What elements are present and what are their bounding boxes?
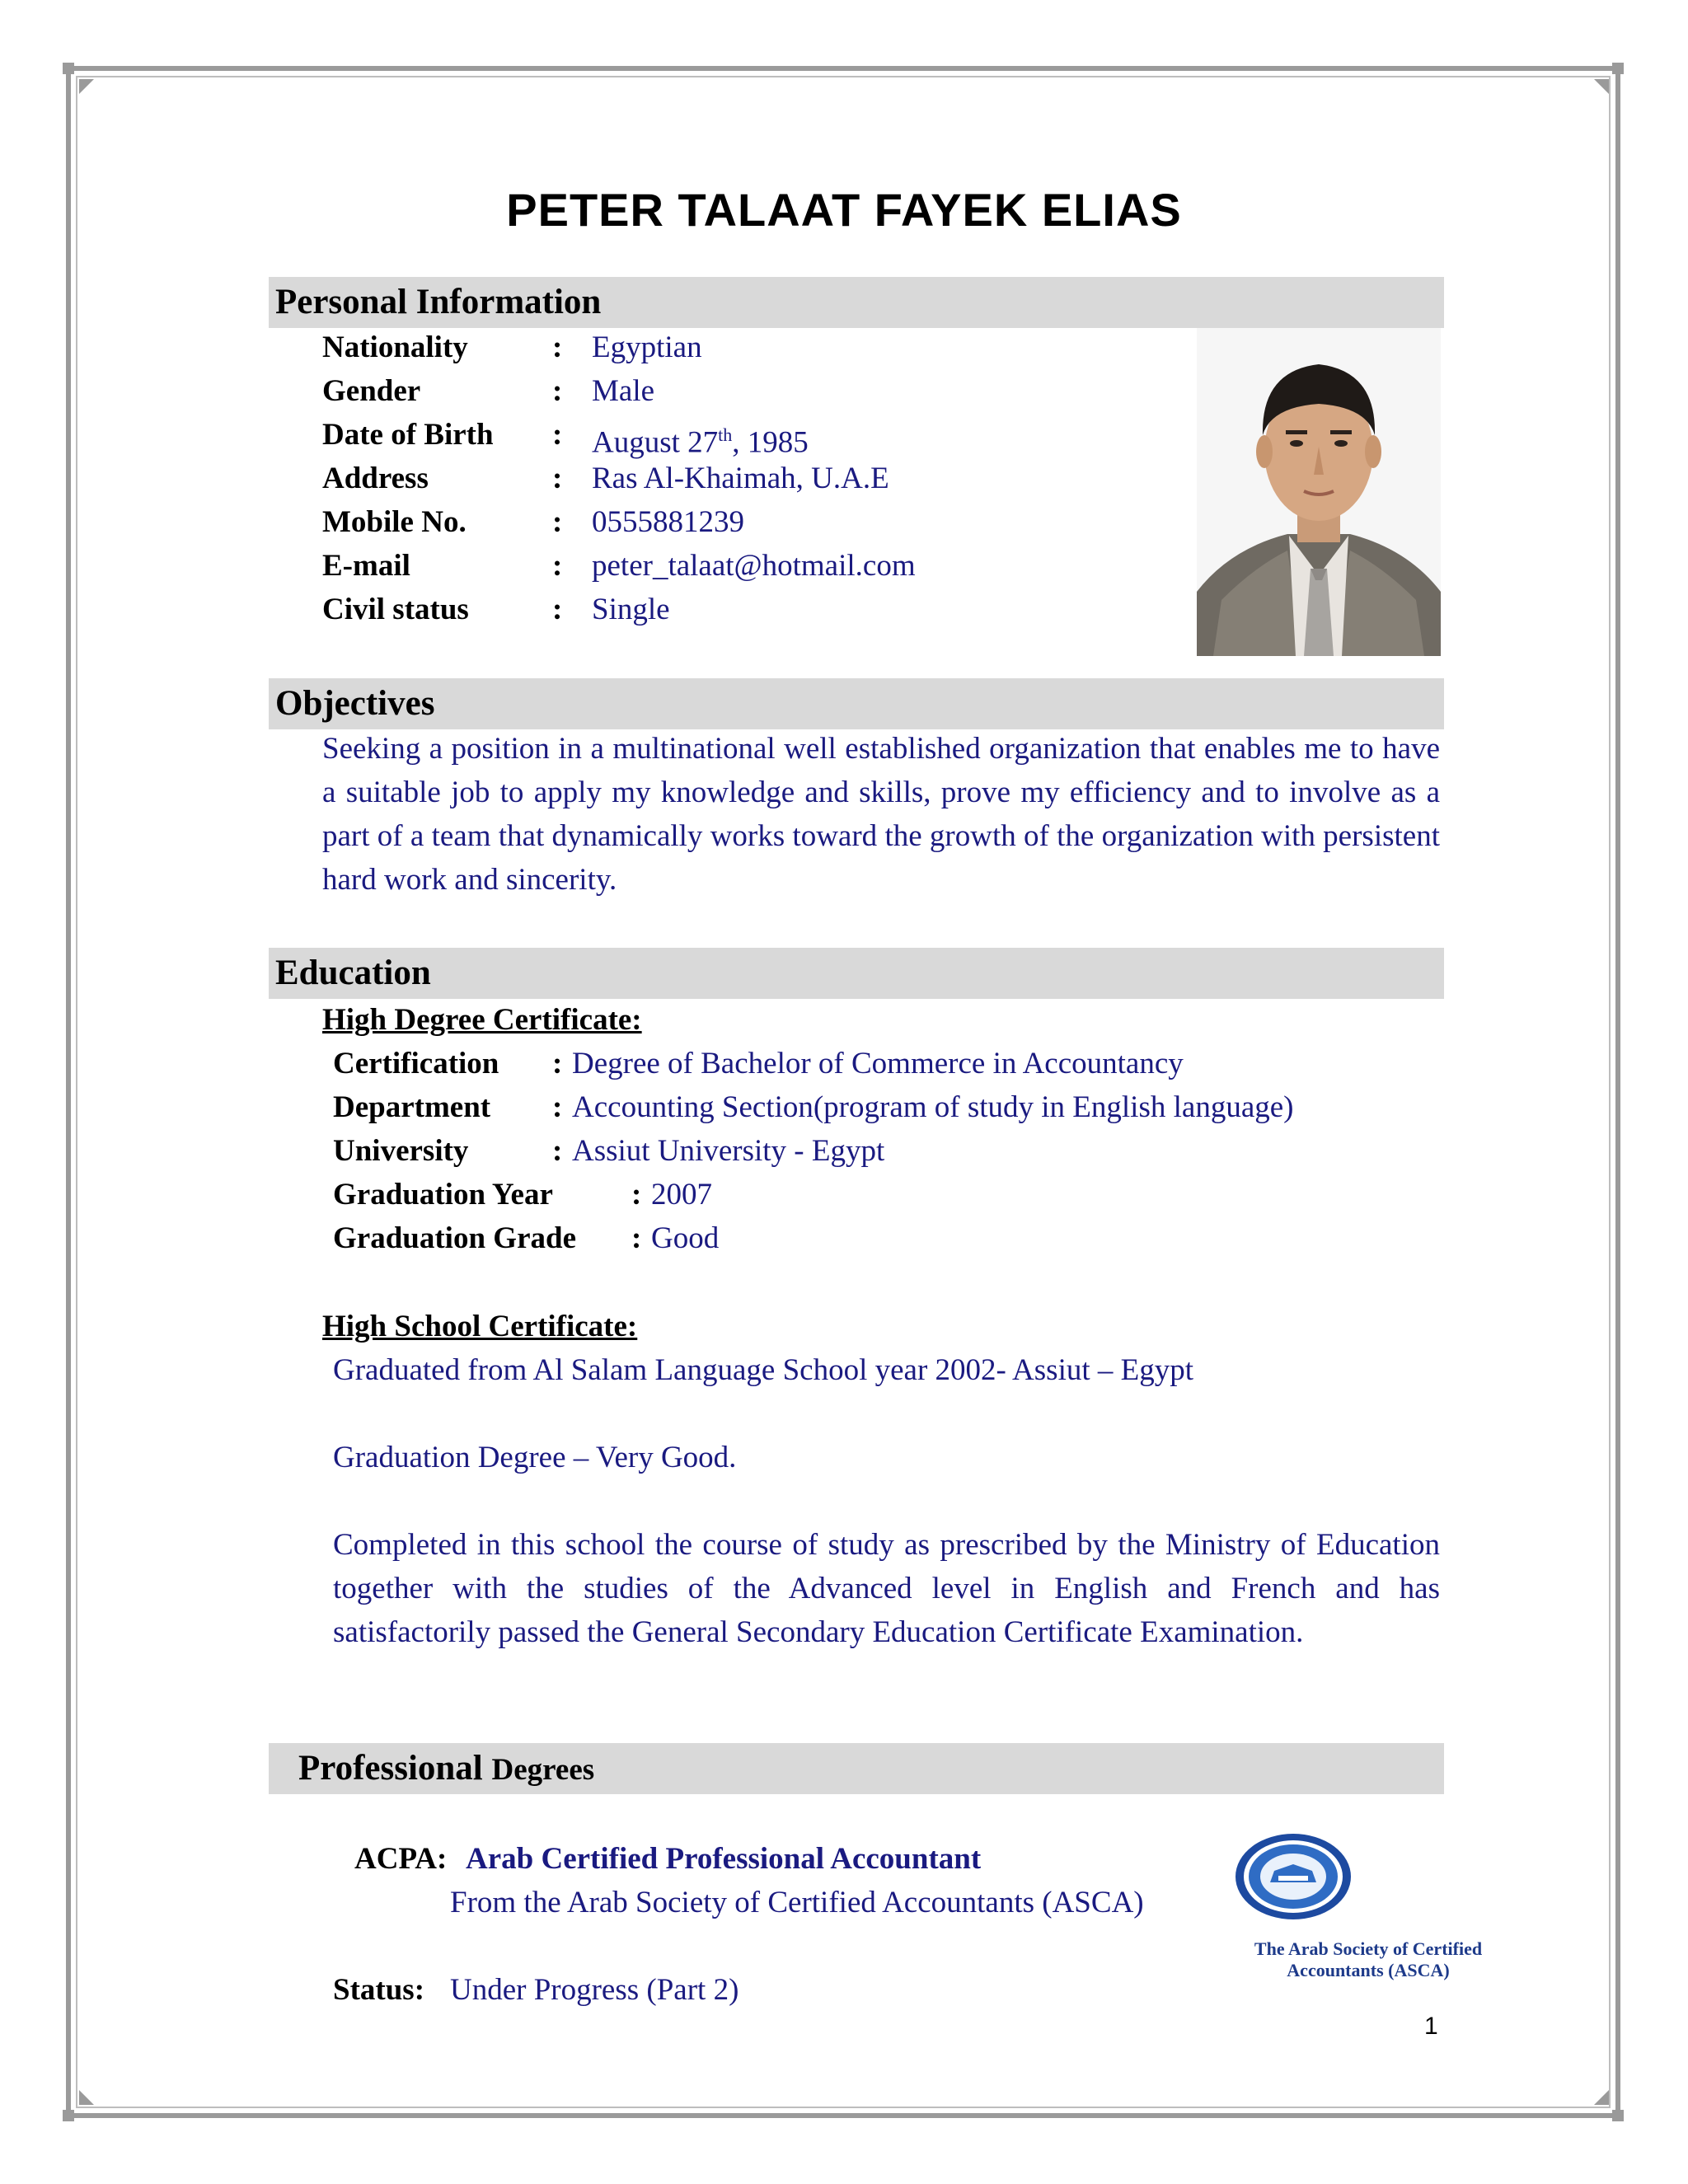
dob-value-day: August 27 [592,425,719,460]
profile-photo [1197,328,1441,656]
colon: : [552,374,563,408]
professional-heading-sub: Degrees [491,1753,595,1787]
graduation-degree-line: Graduation Degree – Very Good. [333,1441,737,1474]
colon: : [552,1090,563,1124]
asca-logo-caption [1220,1938,1517,1981]
mobile-label: Mobile No. [322,505,467,539]
civil-status-label: Civil status [322,593,469,626]
colon: : [552,462,563,495]
frame-corner-top-right [1612,63,1624,74]
frame-ornament-tl [79,79,94,94]
status-value: Under Progress (Part 2) [450,1973,739,2007]
graduation-year-label: Graduation Year [333,1178,553,1212]
dob-label: Date of Birth [322,418,494,452]
mobile-value: 0555881239 [592,505,744,539]
university-value: Assiut University - Egypt [572,1134,885,1168]
high-school-heading: High School Certificate: [322,1310,638,1343]
section-heading-objectives: Objectives [269,678,1444,729]
colon: : [552,1134,563,1168]
gender-label: Gender [322,374,421,408]
acpa-from: From the Arab Society of Certified Accountants (ASCA) [450,1886,1144,1919]
nationality-label: Nationality [322,330,468,364]
section-heading-education: Education [269,948,1444,999]
acpa-label: ACPA: [354,1842,448,1876]
status-label: Status: [333,1973,425,2007]
frame-ornament-tr [1594,79,1609,94]
nationality-value: Egyptian [592,330,702,364]
frame-ornament-br [1594,2090,1609,2105]
address-value: Ras Al-Khaimah, U.A.E [592,462,889,495]
colon: : [552,1047,563,1080]
high-school-line: Graduated from Al Salam Language School year 2002- Assiut – Egypt [333,1353,1194,1387]
professional-heading-main: Professional [298,1749,483,1788]
civil-status-value: Single [592,593,670,626]
graduation-grade-value: Good [651,1221,720,1255]
certification-label: Certification [333,1047,499,1080]
address-label: Address [322,462,429,495]
dob-value-year: , 1985 [732,425,809,460]
colon: : [552,505,563,539]
profile-photo-drawing [1197,328,1441,656]
colon: : [552,593,563,626]
department-value: Accounting Section(program of study in English language) [572,1090,1294,1124]
dob-value-suffix: th [718,424,733,445]
frame-corner-bottom-right [1612,2110,1624,2121]
frame-corner-top-left [63,63,74,74]
colon: : [552,330,563,364]
department-label: Department [333,1090,491,1124]
section-heading-professional [269,1743,1444,1794]
graduation-grade-label: Graduation Grade [333,1221,576,1255]
colon: : [552,549,563,583]
high-school-paragraph: Completed in this school the course of study as prescribed by the Ministry of Education together with the studies of the Advanced level in English and French and has satisfactorily passed the General Secondary Education Certificate Examination. [333,1528,1440,1649]
university-label: University [333,1134,469,1168]
asca-logo-caption-line1: The Arab Society of Certified [1254,1938,1483,1959]
asca-logo-icon [1233,1831,1353,1922]
asca-logo-caption-line2: Accountants (ASCA) [1287,1960,1450,1980]
gender-value: Male [592,374,655,408]
acpa-value: Arab Certified Professional Accountant [466,1842,982,1876]
high-degree-heading: High Degree Certificate: [322,1003,642,1037]
email-value: peter_talaat@hotmail.com [592,549,916,583]
objectives-text: Seeking a position in a multinational well established organization that enables me to have a suitable job to apply my knowledge and skills, prove my efficiency and to involve as a part of a team that dynamically works toward the growth of the organization with persistent hard work and sincerity. [322,732,1440,897]
page-title: PETER TALAAT FAYEK ELIAS [506,184,1182,236]
colon: : [552,418,563,452]
colon: : [631,1221,642,1255]
email-label: E-mail [322,549,410,583]
certification-value: Degree of Bachelor of Commerce in Accountancy [572,1047,1184,1080]
section-heading-personal: Personal Information [269,277,1444,328]
frame-corner-bottom-left [63,2110,74,2121]
colon: : [631,1178,642,1212]
frame-ornament-bl [79,2090,94,2105]
page-number: 1 [1424,2013,1438,2040]
graduation-year-value: 2007 [651,1178,712,1212]
